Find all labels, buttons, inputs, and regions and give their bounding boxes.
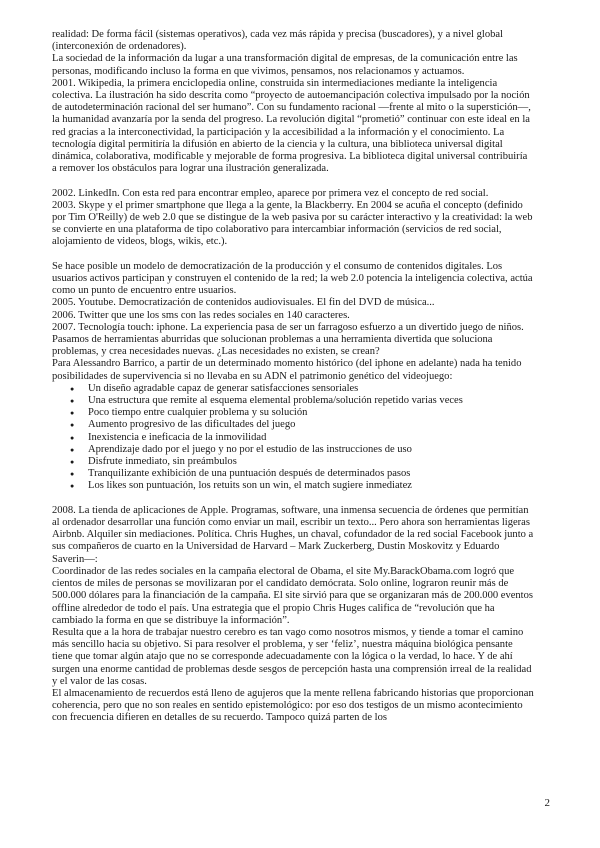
paragraph-obama: Coordinador de las redes sociales en la campaña electoral de Obama, el site My.BarackObama.com logró que cientos de miles de personas se movilizaran por el candidato demócrata. Solo online, lograron reunir más de 500.000 dólares para la financiación de la campaña. El site sirvió para que se organizaran más de 200.000 eventos offline alrededor de todo el país. Una estrategia que el propio Chris Huges califica de “revolución que ha cambiado la forma en que se distribuye la información”. bbox=[52, 565, 533, 626]
paragraph-society: La sociedad de la información da lugar a una transformación digital de empresas, de la comunicación entre las personas, modificando incluso la forma en que vivimos, pensamos, nos relacionamos y actuamos. bbox=[52, 53, 518, 77]
paragraph-barrico: Para Alessandro Barrico, a partir de un determinado momento histórico (del iphone en adelante) nada ha tenido posibilidades de supervivencia si no llevaba en su ADN el patrimonio genético del videojuego: bbox=[52, 358, 522, 382]
paragraph-democratizacion: Se hace posible un modelo de democratización de la producción y el consumo de contenidos digitales. Los usuarios activos participan y construyen el contenido de la red; la web 2.0 potencia la inteligencia colectiva, actúa como un punto de encuentro entre usuarios. bbox=[52, 260, 533, 297]
list-item: ● Los likes son puntuación, los retuits son un win, el match sugiere inmediatez bbox=[52, 480, 534, 492]
paragraph-spacer bbox=[52, 493, 534, 505]
list-item: ● Aprendizaje dado por el juego y no por el estudio de las instrucciones de uso bbox=[52, 444, 534, 456]
list-item: ● Tranquilizante exhibición de una puntuación después de determinados pasos bbox=[52, 468, 534, 480]
videogame-traits-list bbox=[52, 383, 534, 493]
paragraph-2002: 2002. LinkedIn. Con esta red para encontrar empleo, aparece por primera vez el concepto de red social. bbox=[52, 187, 489, 199]
list-item: ● Disfrute inmediato, sin preámbulos bbox=[52, 456, 534, 468]
paragraph-2007: 2007. Tecnología touch: iphone. La experiencia pasa de ser un farragoso esfuerzo a un divertido juego de niños. Pasamos de herramientas aburridas que solucionan problemas a una herramienta divertida que soluciona problemas, y crea necesidades nuevas. ¿Las necesidades no existen, se crean? bbox=[52, 321, 524, 358]
page-number: 2 bbox=[544, 797, 550, 809]
paragraph-2003: 2003. Skype y el primer smartphone que llega a la gente, la Blackberry. En 2004 se acuña el concepto (definido por Tim O'Reilly) de web 2.0 que se distingue de la web pasiva por su carácter interactivo y la creatividad: la web se convierte en una plataforma de tipo colaborativo para intercambiar información (servicios de red social, alojamiento de videos, blogs, wikis, etc.). bbox=[52, 199, 533, 248]
paragraph-cerebro: Resulta que a la hora de trabajar nuestro cerebro es tan vago como nosotros mismos, y tiende a tomar el camino más sencillo hacia su objetivo. Si para resolver el problema, y ser ‘feliz’, nuestra máquina biológica pensante tiene que tomar algún atajo que no se corresponde adecuadamente con la lógica o la verdad, lo hace. Y de ahí surgen una enorme cantidad de problemas desde sesgos de percepción hasta una comprensión irreal de la realidad y el valor de las cosas. bbox=[52, 626, 532, 687]
paragraph-2005: 2005. Youtube. Democratización de contenidos audiovisuales. El fin del DVD de música... bbox=[52, 297, 435, 309]
list-item: ● Aumento progresivo de las dificultades del juego bbox=[52, 419, 534, 431]
list-item: ● Inexistencia e ineficacia de la inmovilidad bbox=[52, 432, 534, 444]
list-item: ● Poco tiempo entre cualquier problema y su solución bbox=[52, 407, 534, 419]
list-item: ● Una estructura que remite al esquema elemental problema/solución repetido varias veces bbox=[52, 395, 534, 407]
paragraph-spacer bbox=[52, 175, 534, 187]
paragraph-2008: 2008. La tienda de aplicaciones de Apple. Programas, software, una inmensa secuencia de órdenes que permitían al ordenador desarrollar una función como enviar un mail, escribir un texto... Pero ahora son herramientas ligeras Airbnb. Alquiler sin mediaciones. Política. Chris Hughes, un chaval, cofundador de la red social Facebook junto a sus compañeros de cuarto en la Universidad de Harvard – Mark Zuckerberg, Dustin Moskovitz y Eduardo Saverin—: bbox=[52, 504, 534, 565]
paragraph-2006: 2006. Twitter que une los sms con las redes sociales en 140 caracteres. bbox=[52, 309, 350, 321]
paragraph-recuerdos: El almacenamiento de recuerdos está lleno de agujeros que la mente rellena fabricando historias que proporcionan coherencia, pero que no son reales en sentido epistemológico: por eso dos testigos de un mismo acontecimiento con frecuencia difieren en detalles de su recuerdo. Tampoco quizá parten de los bbox=[52, 687, 534, 724]
paragraph-spacer bbox=[52, 249, 534, 261]
paragraph-2001: 2001. Wikipedia, la primera enciclopedia online, construida sin intermediaciones mediante la inteligencia colectiva. La ilustración ha sido descrita como “proyecto de autoemancipación colectiva impulsado por la noción de autodeterminación racional del ser humano”. Con su fundamento racional —frente al mito o la superstición—, la humanidad avanzaría por la senda del progreso. La revolución digital “prometió” continuar con este ideal en la red gracias a la interconectividad, la participación y la accesibilidad a la información y el conocimiento. La tecnología digital permitiría la difusión en abierto de la ciencia y la cultura, una biblioteca universal digital dinámica, colaborativa, modificable y mejorable de forma progresiva. La biblioteca digital universal contribuiría a remover los obstáculos para lograr una ilustración generalizada. bbox=[52, 77, 531, 175]
paragraph-intro: realidad: De forma fácil (sistemas operativos), cada vez más rápida y precisa (buscadores), y a nivel global (interconexión de ordenadores). bbox=[52, 29, 503, 53]
list-item: ● Un diseño agradable capaz de generar satisfacciones sensoriales bbox=[52, 383, 534, 395]
